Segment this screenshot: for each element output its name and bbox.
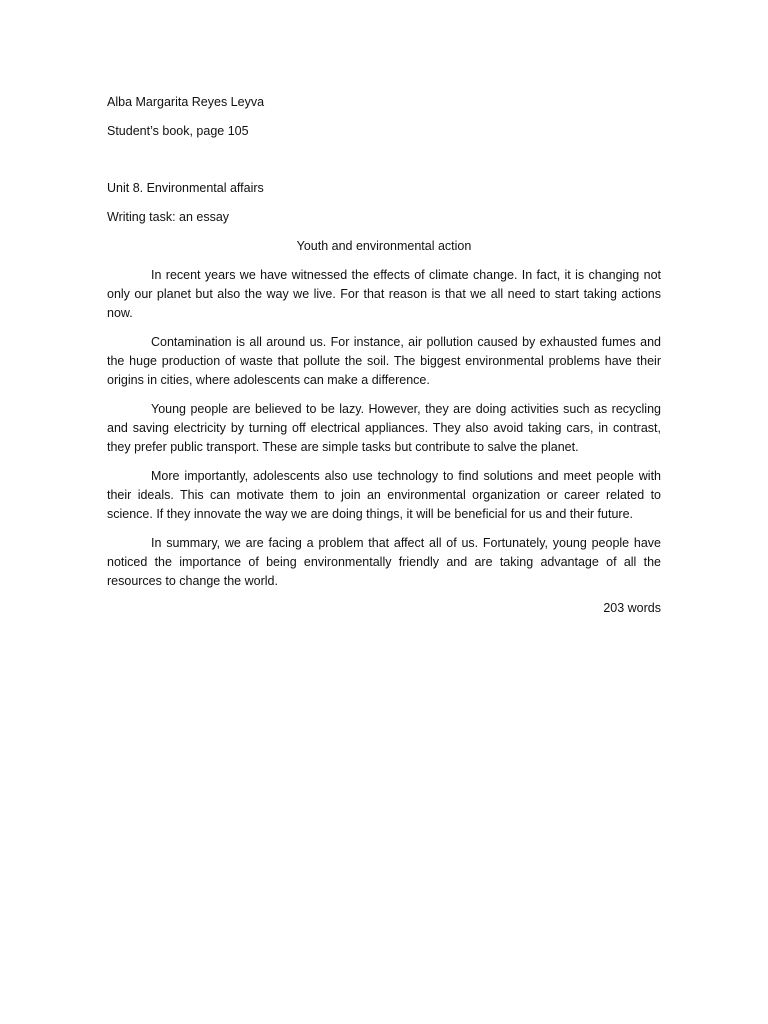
paragraph-2: Contamination is all around us. For instance, air pollution caused by exhausted fumes and the huge production of waste that pollute the soil. The biggest environmental problems have their origins in cities, where adolescents can make a difference. bbox=[107, 335, 661, 387]
essay-title: Youth and environmental action bbox=[296, 239, 472, 253]
essay-body bbox=[107, 266, 661, 601]
paragraph-4: More importantly, adolescents also use technology to find solutions and meet people with their ideals. This can motivate them to join an environmental organization or career related to science. If they innovate the way we are doing things, it will be beneficial for us and their future. bbox=[107, 469, 661, 521]
paragraph-1: In recent years we have witnessed the effects of climate change. In fact, it is changing not only our planet but also the way we live. For that reason is that we all need to start taking actions now. bbox=[107, 268, 661, 320]
paragraph-3: Young people are believed to be lazy. However, they are doing activities such as recycling and saving electricity by turning off electrical appliances. They also avoid taking cars, in contrast, they prefer public transport. These are simple tasks but contribute to salve the planet. bbox=[107, 402, 661, 454]
paragraph-5: In summary, we are facing a problem that affect all of us. Fortunately, young people have noticed the importance of being environmentally friendly and are taking advantage of all the resources to change the world. bbox=[107, 536, 661, 588]
unit-title: Unit 8. Environmental affairs bbox=[107, 181, 264, 195]
task-title: Writing task: an essay bbox=[107, 210, 230, 224]
author-name: Alba Margarita Reyes Leyva bbox=[107, 95, 265, 109]
word-count: 203 words bbox=[603, 601, 661, 615]
source-reference: Student’s book, page 105 bbox=[107, 124, 249, 138]
